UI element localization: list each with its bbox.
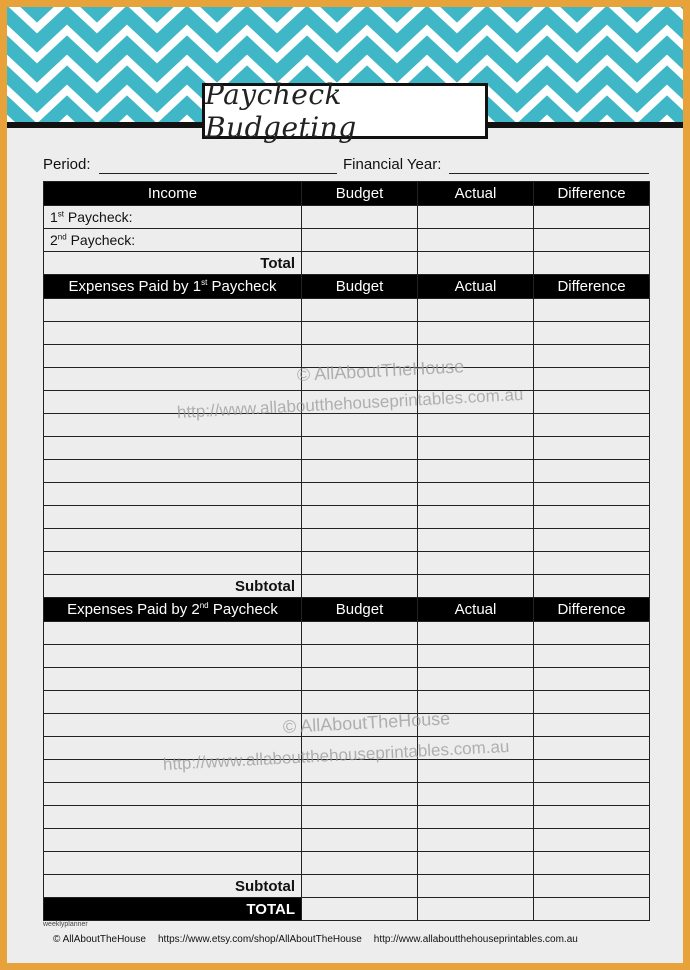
budget-cell[interactable] [302, 414, 418, 437]
difference-cell[interactable] [534, 322, 650, 345]
expense-name-cell[interactable] [44, 783, 302, 806]
budget-header: Budget [302, 275, 418, 299]
actual-header: Actual [418, 275, 534, 299]
expense-1-row [44, 552, 650, 575]
budget-cell[interactable] [302, 483, 418, 506]
period-field[interactable] [99, 173, 337, 174]
footer-copyright: © AllAboutTheHouse [53, 934, 146, 945]
budget-cell[interactable] [302, 506, 418, 529]
expenses-2-header-row [44, 598, 650, 622]
actual-cell[interactable] [418, 806, 534, 829]
expense-name-cell[interactable] [44, 299, 302, 322]
difference-cell[interactable] [534, 437, 650, 460]
income-row-1-label [44, 206, 302, 229]
actual-cell[interactable] [418, 252, 534, 275]
period-row [43, 156, 649, 178]
actual-cell[interactable] [418, 668, 534, 691]
actual-cell[interactable] [418, 506, 534, 529]
watermark-copyright: © AllAboutTheHouse [296, 356, 465, 385]
expense-1-row [44, 299, 650, 322]
watermark-copyright: © AllAboutTheHouse [282, 708, 451, 737]
budget-cell[interactable] [302, 252, 418, 275]
budget-cell[interactable] [302, 552, 418, 575]
budget-cell[interactable] [302, 898, 418, 921]
budget-cell[interactable] [302, 322, 418, 345]
difference-cell[interactable] [534, 368, 650, 391]
budget-cell[interactable] [302, 783, 418, 806]
difference-cell[interactable] [534, 668, 650, 691]
actual-cell[interactable] [418, 529, 534, 552]
subtotal-label: Subtotal [44, 875, 302, 898]
actual-cell[interactable] [418, 898, 534, 921]
income-row-2 [44, 229, 650, 252]
header-text: Expenses Paid by 2 [67, 601, 200, 618]
actual-cell[interactable] [418, 622, 534, 645]
actual-cell[interactable] [418, 875, 534, 898]
actual-cell[interactable] [418, 645, 534, 668]
actual-cell[interactable] [418, 483, 534, 506]
expense-name-cell[interactable] [44, 322, 302, 345]
difference-cell[interactable] [534, 714, 650, 737]
expense-2-row [44, 668, 650, 691]
paycheck-text: Paycheck: [67, 209, 133, 225]
expense-1-row [44, 506, 650, 529]
difference-cell[interactable] [534, 206, 650, 229]
expense-name-cell[interactable] [44, 691, 302, 714]
budget-cell[interactable] [302, 575, 418, 598]
income-row-1 [44, 206, 650, 229]
grand-total-row [44, 898, 650, 921]
actual-cell[interactable] [418, 229, 534, 252]
difference-cell[interactable] [534, 645, 650, 668]
budget-cell[interactable] [302, 852, 418, 875]
expense-name-cell[interactable] [44, 829, 302, 852]
expense-2-row [44, 691, 650, 714]
actual-cell[interactable] [418, 299, 534, 322]
budget-cell[interactable] [302, 299, 418, 322]
difference-cell[interactable] [534, 483, 650, 506]
actual-cell[interactable] [418, 783, 534, 806]
difference-cell[interactable] [534, 783, 650, 806]
actual-header: Actual [418, 182, 534, 206]
title-box [202, 78, 488, 144]
watermark-url: http://www.allaboutthehouseprintables.com.au [176, 384, 524, 422]
actual-cell[interactable] [418, 460, 534, 483]
subtotal-label: Subtotal [44, 575, 302, 598]
financial-year-label: Financial Year: [343, 156, 442, 173]
expenses-2-subtotal-row [44, 875, 650, 898]
ordinal-suffix: st [57, 209, 65, 219]
expenses-1-subtotal-row [44, 575, 650, 598]
difference-cell[interactable] [534, 460, 650, 483]
difference-cell[interactable] [534, 806, 650, 829]
expense-2-row [44, 852, 650, 875]
expense-name-cell[interactable] [44, 668, 302, 691]
expense-name-cell[interactable] [44, 529, 302, 552]
actual-cell[interactable] [418, 852, 534, 875]
expense-name-cell[interactable] [44, 437, 302, 460]
budget-cell[interactable] [302, 437, 418, 460]
actual-cell[interactable] [418, 760, 534, 783]
expense-1-row [44, 483, 650, 506]
expenses-2-header [44, 598, 302, 622]
difference-cell[interactable] [534, 391, 650, 414]
grand-total-label: TOTAL [44, 898, 302, 921]
footer-etsy-link[interactable]: https://www.etsy.com/shop/AllAboutTheHouse [157, 934, 362, 945]
difference-cell[interactable] [534, 875, 650, 898]
expense-2-row [44, 645, 650, 668]
difference-cell[interactable] [534, 414, 650, 437]
header-text: Paycheck [212, 601, 278, 618]
budget-cell[interactable] [302, 460, 418, 483]
ordinal-suffix: st [201, 278, 208, 287]
budget-cell[interactable] [302, 806, 418, 829]
income-header-row [44, 182, 650, 206]
period-label: Period: [43, 156, 91, 173]
expense-name-cell[interactable] [44, 506, 302, 529]
expense-1-row [44, 322, 650, 345]
expense-name-cell[interactable] [44, 460, 302, 483]
budget-sheet [7, 7, 683, 963]
difference-cell[interactable] [534, 898, 650, 921]
footer-tag: weeklyplanner [43, 921, 88, 928]
income-total-row [44, 252, 650, 275]
budget-cell[interactable] [302, 875, 418, 898]
difference-cell[interactable] [534, 252, 650, 275]
expense-2-row [44, 829, 650, 852]
actual-cell[interactable] [418, 575, 534, 598]
actual-cell[interactable] [418, 322, 534, 345]
actual-cell[interactable] [418, 206, 534, 229]
page-title: Paycheck Budgeting [205, 78, 357, 144]
expense-1-row [44, 414, 650, 437]
difference-cell[interactable] [534, 506, 650, 529]
expense-2-row [44, 622, 650, 645]
difference-cell[interactable] [534, 852, 650, 875]
expense-name-cell[interactable] [44, 483, 302, 506]
expense-name-cell[interactable] [44, 368, 302, 391]
expenses-1-header [44, 275, 302, 299]
expense-name-cell[interactable] [44, 345, 302, 368]
budget-cell[interactable] [302, 668, 418, 691]
difference-cell[interactable] [534, 760, 650, 783]
actual-header: Actual [418, 598, 534, 622]
difference-cell[interactable] [534, 829, 650, 852]
ordinal-suffix: nd [57, 232, 67, 242]
difference-cell[interactable] [534, 622, 650, 645]
expense-name-cell[interactable] [44, 852, 302, 875]
actual-cell[interactable] [418, 437, 534, 460]
budget-header: Budget [302, 598, 418, 622]
difference-cell[interactable] [534, 691, 650, 714]
expense-1-row [44, 529, 650, 552]
difference-header: Difference [534, 182, 650, 206]
expense-1-row [44, 460, 650, 483]
expense-name-cell[interactable] [44, 714, 302, 737]
budget-cell[interactable] [302, 829, 418, 852]
budget-cell[interactable] [302, 529, 418, 552]
difference-cell[interactable] [534, 737, 650, 760]
ordinal-suffix: nd [199, 601, 209, 610]
difference-cell[interactable] [534, 229, 650, 252]
budget-cell[interactable] [302, 622, 418, 645]
budget-cell[interactable] [302, 645, 418, 668]
expense-name-cell[interactable] [44, 806, 302, 829]
watermark-url: http://www.allaboutthehouseprintables.com.au [162, 736, 510, 774]
ordinal-number: 2 [50, 232, 58, 248]
actual-cell[interactable] [418, 414, 534, 437]
difference-cell[interactable] [534, 575, 650, 598]
difference-cell[interactable] [534, 345, 650, 368]
expense-2-row [44, 806, 650, 829]
financial-year-field[interactable] [449, 173, 649, 174]
income-header: Income [44, 182, 302, 206]
expense-name-cell[interactable] [44, 622, 302, 645]
budget-table [43, 181, 650, 921]
income-row-2-label [44, 229, 302, 252]
difference-cell[interactable] [534, 529, 650, 552]
budget-cell[interactable] [302, 229, 418, 252]
expense-2-row [44, 783, 650, 806]
expense-name-cell[interactable] [44, 645, 302, 668]
difference-cell[interactable] [534, 299, 650, 322]
expense-1-row [44, 437, 650, 460]
expenses-1-header-row [44, 275, 650, 299]
actual-cell[interactable] [418, 552, 534, 575]
expense-name-cell[interactable] [44, 552, 302, 575]
difference-cell[interactable] [534, 552, 650, 575]
ordinal-number: 1 [50, 209, 58, 225]
difference-header: Difference [534, 598, 650, 622]
paycheck-text: Paycheck: [70, 232, 136, 248]
actual-cell[interactable] [418, 829, 534, 852]
budget-header: Budget [302, 182, 418, 206]
header-text: Paycheck [211, 278, 277, 295]
footer-website-link[interactable]: http://www.allaboutthehouseprintables.com.au [373, 934, 578, 945]
income-total-label: Total [44, 252, 302, 275]
difference-header: Difference [534, 275, 650, 299]
header-text: Expenses Paid by 1 [68, 278, 202, 295]
budget-cell[interactable] [302, 206, 418, 229]
